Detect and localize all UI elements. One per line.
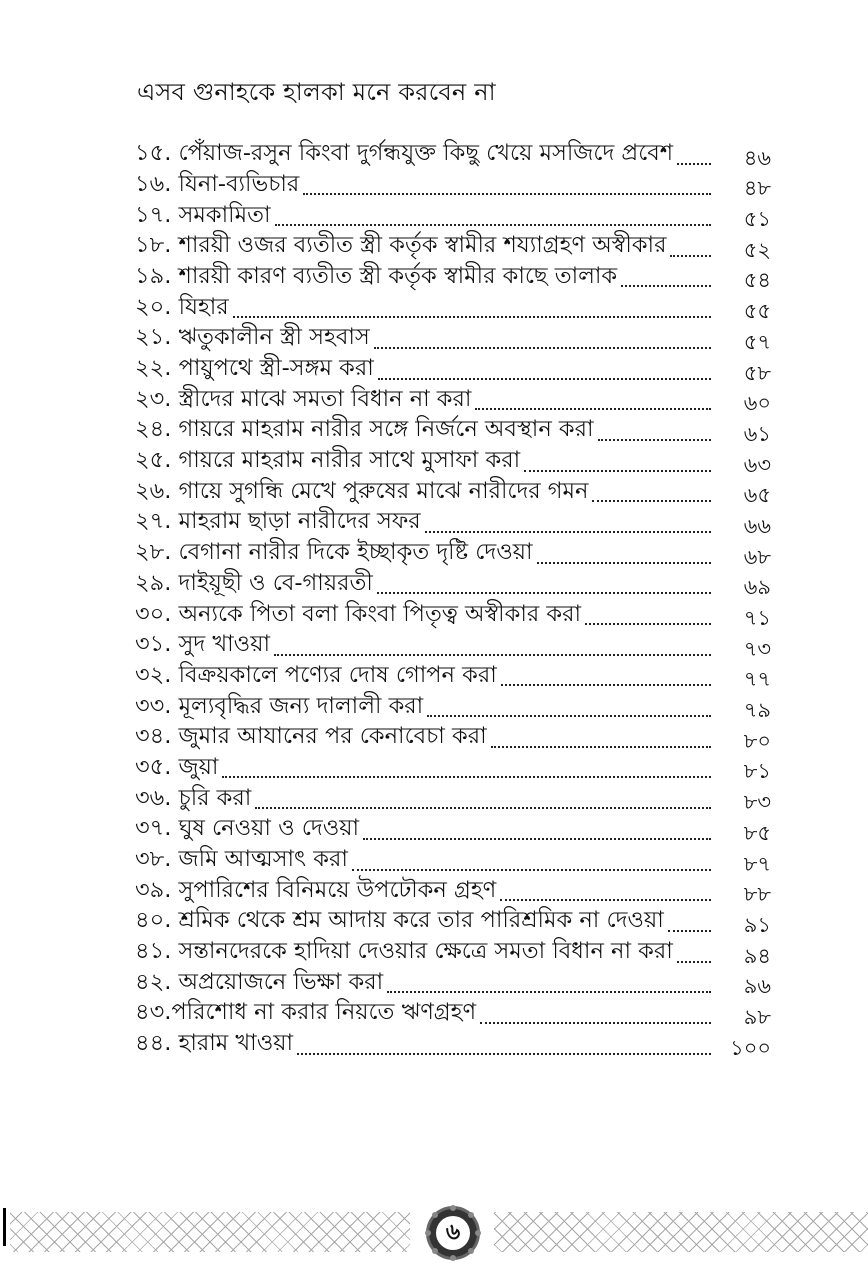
toc-entry [135, 938, 771, 969]
dot-leader [668, 930, 711, 932]
toc-entry-page: ৪৬ [743, 145, 771, 170]
toc-entry [135, 201, 771, 232]
toc-entry [135, 386, 771, 417]
toc-entry-page: ৬১ [743, 421, 771, 446]
dot-leader [303, 193, 711, 195]
toc-entry-page: ৯৪ [743, 943, 771, 968]
toc-entry [135, 508, 771, 539]
toc-entry [135, 324, 771, 355]
toc-entry [135, 846, 771, 877]
toc-entry-title: ৪২. অপ্রয়োজনে ভিক্ষা করা [135, 968, 384, 995]
toc-entry-title: ২৯. দাইয়ূছী ও বে-গায়রতী [135, 569, 373, 596]
dot-leader [537, 562, 711, 564]
dot-leader [524, 470, 711, 472]
dot-leader [585, 623, 711, 625]
toc-entry-title: ২২. পায়ুপথে স্ত্রী-সঙ্গম করা [135, 355, 374, 381]
toc-entry-title: ২১. ঋতুকালীন স্ত্রী সহবাস [135, 324, 370, 351]
toc-entry-title: ১৮. শারয়ী ওজর ব্যতীত স্ত্রী কর্তৃক স্বামীর শয্যাগ্রহণ অস্বীকার [135, 232, 667, 259]
dot-leader [378, 378, 711, 380]
toc-entry [135, 999, 771, 1030]
toc-entry-page: ৮৫ [743, 820, 771, 845]
toc-entry-title: ৩৯. সুপারিশের বিনিময়ে উপঢৌকন গ্রহণ [135, 876, 497, 903]
toc-entry-title: ৪০. শ্রমিক থেকে শ্রম আদায় করে তার পারিশ্রমিক না দেওয়া [135, 907, 664, 934]
dot-leader [621, 285, 711, 287]
dot-leader [274, 654, 711, 656]
toc-entry-title: ৩৩. মূল্যবৃদ্ধির জন্য দালালী করা [135, 692, 424, 719]
toc-entry-page: ৪৮ [743, 176, 771, 201]
toc-entry-title: ৪৩.পরিশোধ না করার নিয়তে ঋণগ্রহণ [135, 999, 477, 1026]
toc-entry-page: ৬৬ [743, 513, 771, 538]
toc-entry-title: ২৭. মাহরাম ছাড়া নারীদের সফর [135, 508, 421, 535]
toc-entry-title: ২৫. গায়রে মাহরাম নারীর সাথে মুসাফা করা [135, 447, 521, 474]
toc-entry-page: ৬৯ [743, 575, 771, 600]
toc-entry [135, 263, 771, 294]
toc-entry [135, 723, 771, 754]
table-of-contents [135, 140, 771, 1061]
toc-entry [135, 600, 771, 631]
toc-entry [135, 877, 771, 908]
dot-leader [480, 1022, 711, 1024]
ornament-border-left [10, 1212, 410, 1252]
page-footer [0, 1190, 868, 1270]
dot-leader [222, 776, 711, 778]
toc-entry-page: ৮১ [743, 759, 771, 784]
toc-entry-title: ২০. যিহার [135, 293, 229, 320]
toc-entry-title: ৩০. অন্যকে পিতা বলা কিংবা পিতৃত্ব অস্বীকার করা [135, 600, 582, 627]
edge-bar [3, 1208, 6, 1246]
toc-entry-page: ৬০ [743, 391, 771, 416]
toc-entry [135, 815, 771, 846]
dot-leader [491, 746, 711, 748]
toc-entry [135, 539, 771, 570]
page-number-badge [414, 1204, 492, 1262]
dot-leader [475, 408, 711, 410]
toc-entry-page: ৭৩ [743, 636, 771, 661]
page-number: ৬ [445, 1220, 461, 1245]
toc-entry-title: ২৩. স্ত্রীদের মাঝে সমতা বিধান না করা [135, 385, 472, 412]
toc-entry-page: ৬৮ [743, 544, 771, 569]
toc-entry [135, 969, 771, 1000]
toc-entry-page: ৫৪ [743, 268, 771, 293]
toc-entry [135, 907, 771, 938]
dot-leader [598, 439, 711, 441]
toc-entry [135, 478, 771, 509]
toc-entry [135, 692, 771, 723]
toc-entry-title: ৩৫. জুয়া [135, 753, 219, 780]
toc-entry-title: ৩৬. চুরি করা [135, 784, 252, 811]
toc-entry-title: ৪৪. হারাম খাওয়া [135, 1030, 294, 1057]
dot-leader [297, 1053, 711, 1055]
toc-entry [135, 570, 771, 601]
dot-leader [255, 807, 711, 809]
toc-entry-page: ৫২ [743, 237, 771, 262]
toc-entry-title: ১৭. সমকামিতা [135, 201, 271, 228]
toc-entry [135, 631, 771, 662]
toc-entry [135, 784, 771, 815]
toc-entry-title: ২৮. বেগানা নারীর দিকে ইচ্ছাকৃত দৃষ্টি দেওয়া [135, 539, 533, 566]
toc-entry-page: ৮৩ [743, 790, 771, 815]
toc-entry-page: ৫৮ [743, 360, 771, 385]
toc-entry-page: ৫১ [743, 207, 771, 232]
toc-entry [135, 416, 771, 447]
toc-entry-page: ৭৯ [743, 698, 771, 723]
dot-leader [677, 163, 711, 165]
toc-entry-page: ৯৮ [743, 1004, 771, 1029]
toc-entry-page: ৮০ [743, 728, 771, 753]
toc-entry-title: ৩১. সুদ খাওয়া [135, 631, 271, 658]
toc-entry [135, 232, 771, 263]
toc-entry-title: ২৬. গায়ে সুগন্ধি মেখে পুরুষের মাঝে নারীদের গমন [135, 477, 589, 504]
toc-entry-page: ৬৫ [743, 483, 771, 508]
toc-entry [135, 1030, 771, 1061]
toc-entry-page: ৮৮ [743, 882, 771, 907]
toc-entry [135, 754, 771, 785]
toc-entry-title: ৪১. সন্তানদেরকে হাদিয়া দেওয়ার ক্ষেত্রে সমতা বিধান না করা [135, 938, 673, 965]
dot-leader [377, 592, 711, 594]
toc-entry-title: ১৯. শারয়ী কারণ ব্যতীত স্ত্রী কর্তৃক স্বামীর কাছে তালাক [135, 262, 618, 289]
toc-entry-page: ৯১ [743, 912, 771, 937]
toc-entry-page: ৫৫ [743, 299, 771, 324]
toc-entry-title: ১৬. যিনা-ব্যভিচার [135, 170, 300, 197]
toc-entry-title: ১৫. পেঁয়াজ-রসুন কিংবা দুর্গন্ধযুক্ত কিছু খেয়ে মসজিদে প্রবেশ [135, 140, 674, 167]
toc-entry [135, 447, 771, 478]
toc-entry-title: ৩৭. ঘুষ নেওয়া ও দেওয়া [135, 815, 360, 842]
toc-entry-page: ৭৭ [743, 667, 771, 692]
dot-leader [275, 224, 712, 226]
toc-entry-title: ৩৮. জমি আত্মসাৎ করা [135, 846, 348, 872]
dot-leader [500, 899, 711, 901]
dot-leader [501, 684, 711, 686]
toc-entry-page: ১০০ [730, 1035, 771, 1060]
dot-leader [670, 255, 711, 257]
dot-leader [374, 347, 711, 349]
toc-entry-title: ২৪. গায়রে মাহরাম নারীর সঙ্গে নির্জনে অবস্থান করা [135, 416, 594, 443]
toc-entry-page: ৯৬ [743, 974, 771, 999]
dot-leader [387, 991, 711, 993]
ornament-border-right [494, 1212, 868, 1252]
toc-entry-title: ৩৪. জুমার আযানের পর কেনাবেচা করা [135, 723, 487, 750]
toc-entry-page: ৭১ [743, 606, 771, 630]
toc-entry-page: ৫৭ [743, 329, 771, 354]
toc-entry-page: ৬৩ [743, 452, 771, 477]
toc-entry [135, 355, 771, 386]
dot-leader [425, 531, 711, 533]
dot-leader [363, 838, 711, 840]
toc-entry [135, 171, 771, 202]
dot-leader [592, 500, 711, 502]
toc-entry-title: ৩২. বিক্রয়কালে পণ্যের দোষ গোপন করা [135, 661, 497, 688]
running-header: এসব গুনাহকে হালকা মনে করবেন না [137, 78, 496, 106]
toc-entry [135, 662, 771, 693]
toc-entry [135, 293, 771, 324]
dot-leader [352, 869, 711, 871]
dot-leader [677, 961, 711, 963]
toc-entry-page: ৮৭ [743, 851, 771, 876]
dot-leader [233, 316, 711, 318]
toc-entry [135, 140, 771, 171]
dot-leader [427, 715, 711, 717]
